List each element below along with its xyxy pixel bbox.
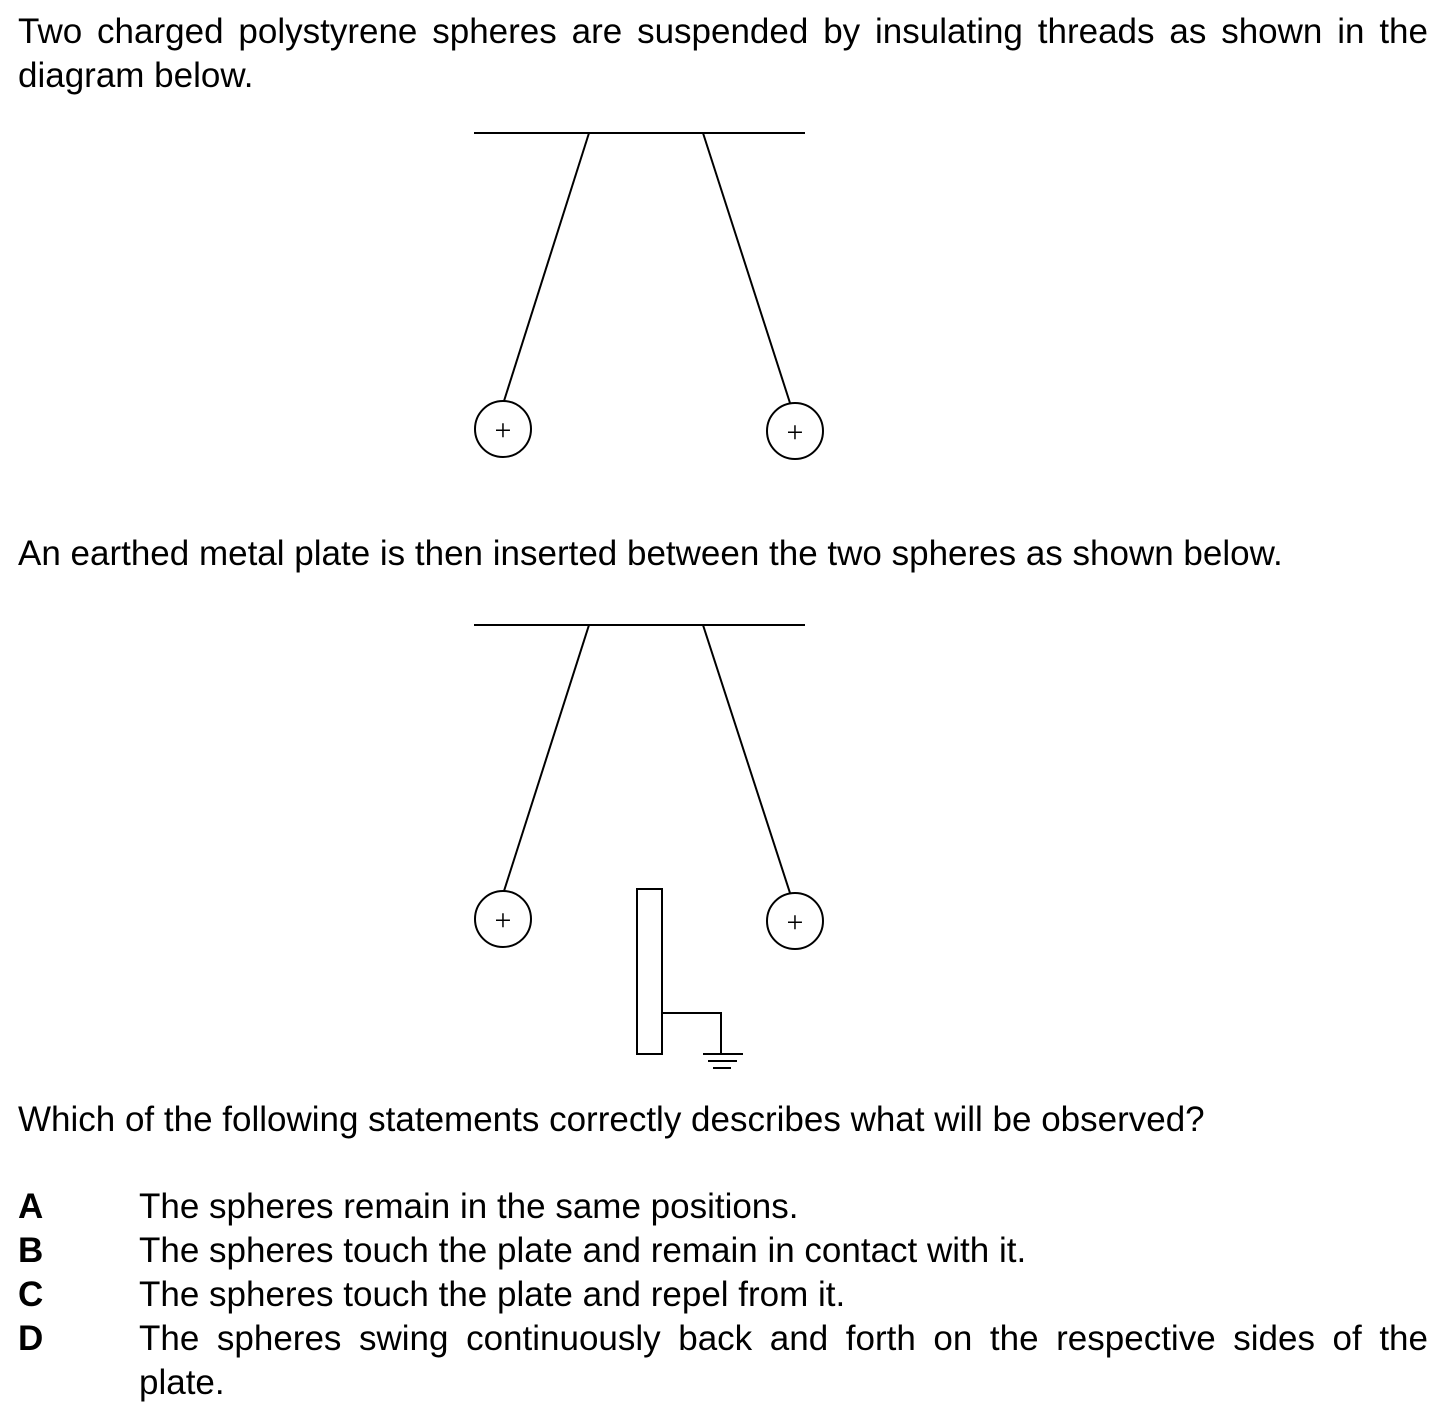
option-letter: B [18, 1231, 44, 1270]
question-prompt: Which of the following statements correctly describes what will be observed? [18, 1100, 1205, 1139]
answer-option-c [18, 1273, 1428, 1317]
intro-text: Two charged polystyrene spheres are suspended by insulating threads as shown in the diagram below. [18, 12, 1428, 95]
left-sphere-charge: + [494, 904, 512, 937]
right-sphere-charge: + [786, 416, 804, 449]
left-sphere [475, 891, 531, 947]
option-text: The spheres touch the plate and remain in contact with it. [139, 1231, 1027, 1270]
earth-wire [662, 1013, 721, 1053]
right-sphere-charge: + [786, 906, 804, 939]
answer-options [18, 1185, 1428, 1405]
left-sphere-charge: + [494, 414, 512, 447]
option-letter: D [18, 1319, 44, 1358]
option-text: The spheres remain in the same positions. [139, 1187, 799, 1226]
option-letter: A [18, 1187, 44, 1226]
answer-option-b [18, 1229, 1428, 1273]
earth-symbol-icon [703, 1054, 743, 1068]
right-thread [703, 625, 790, 893]
answer-option-d [18, 1317, 1428, 1405]
option-text: The spheres touch the plate and repel from it. [139, 1275, 846, 1314]
plate-statement-text: An earthed metal plate is then inserted between the two spheres as shown below. [18, 534, 1283, 573]
answer-option-a [18, 1185, 1428, 1229]
option-letter: C [18, 1275, 44, 1314]
option-text: The spheres swing continuously back and forth on the respective sides of the plate. [139, 1319, 1428, 1402]
right-sphere [767, 893, 823, 949]
metal-plate [637, 889, 662, 1054]
left-thread [504, 625, 589, 891]
